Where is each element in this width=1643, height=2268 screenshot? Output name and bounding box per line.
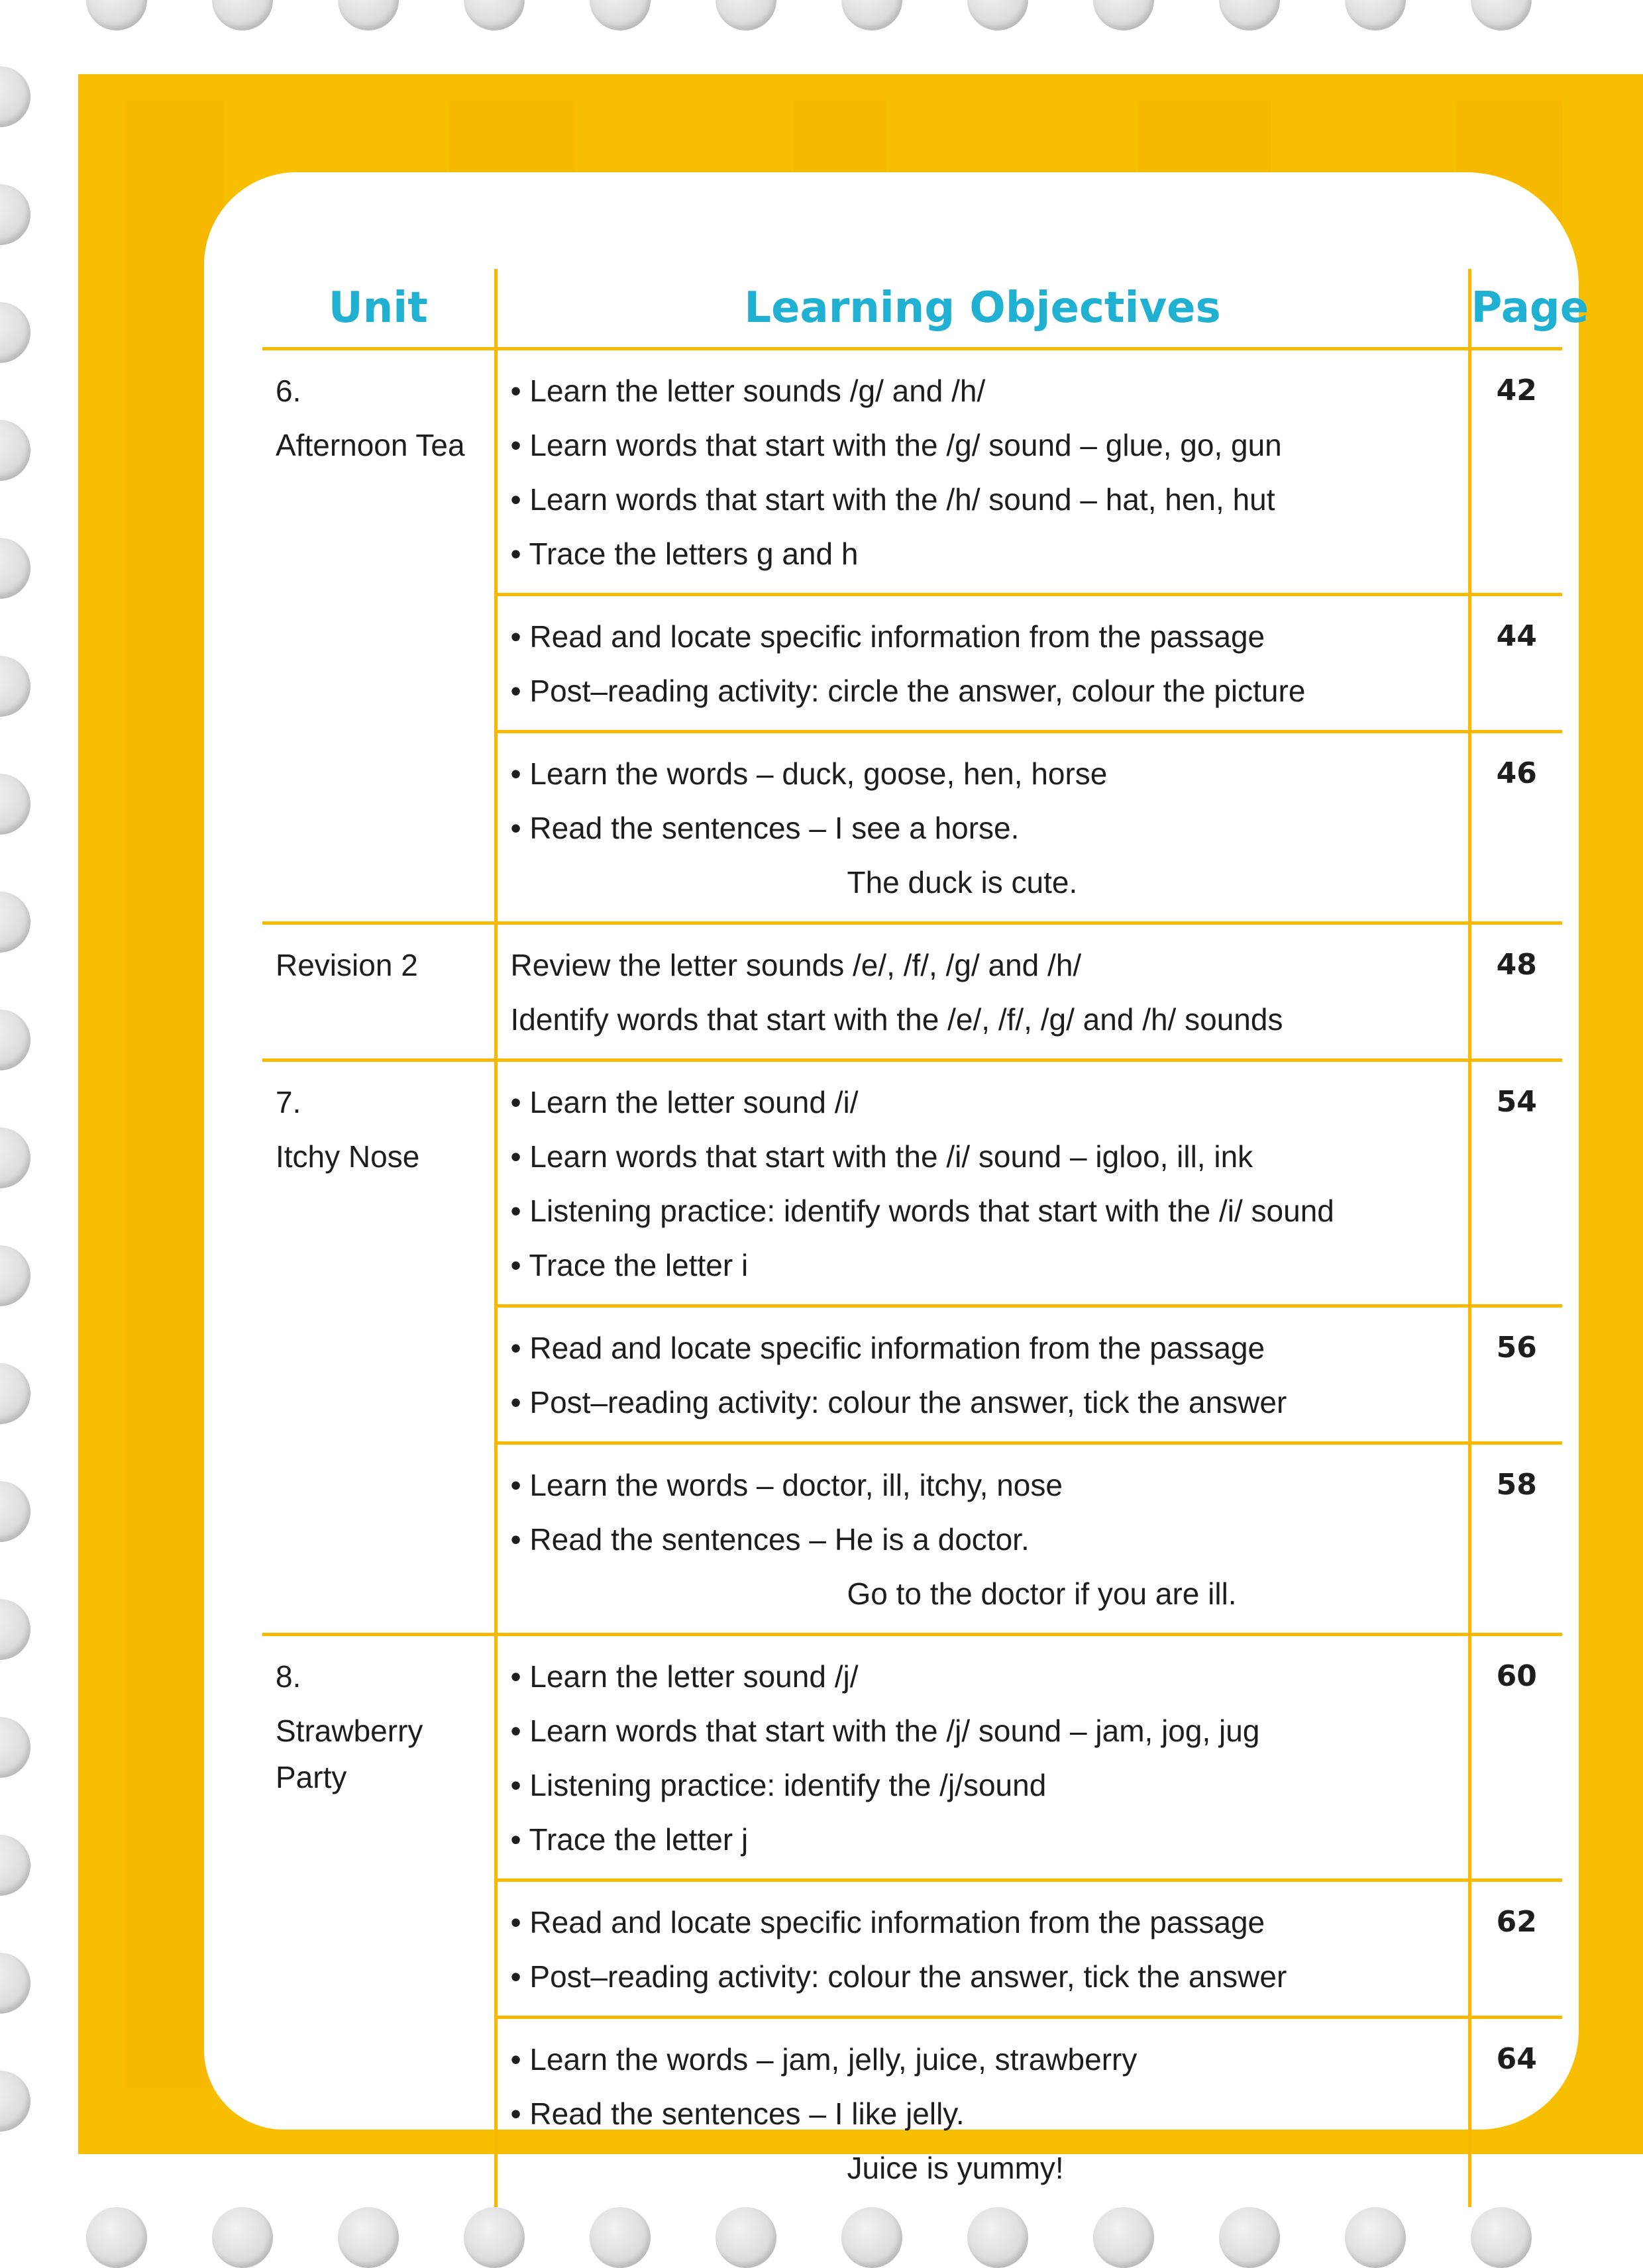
objective-item: • Post–reading activity: colour the answer, tick the answer	[510, 1385, 1287, 1419]
header-page: Page	[1469, 269, 1562, 349]
unit-cell	[262, 2018, 496, 2208]
objective-item: • Read the sentences – I like jelly.	[510, 2096, 965, 2131]
border-circle	[0, 420, 30, 481]
border-circle	[1471, 0, 1532, 30]
page-number: 58	[1469, 1443, 1562, 1635]
table-row	[262, 1881, 1562, 2018]
border-circle	[86, 0, 147, 30]
border-circle	[967, 2207, 1028, 2268]
objectives-cell	[496, 2018, 1469, 2208]
border-circle	[0, 774, 30, 835]
table-header-row	[262, 269, 1562, 349]
table-row	[262, 2018, 1562, 2208]
objectives-cell	[496, 923, 1469, 1060]
objective-item: • Trace the letter i	[510, 1248, 749, 1282]
border-circle	[716, 2207, 776, 2268]
page-number: 42	[1469, 349, 1562, 595]
objective-item: • Learn words that start with the /g/ sound – glue, go, gun	[510, 428, 1282, 462]
border-circle	[841, 2207, 902, 2268]
border-circle	[0, 302, 30, 363]
border-circle	[0, 656, 30, 717]
border-circle	[0, 1127, 30, 1188]
table-row	[262, 923, 1562, 1060]
objectives-cell	[496, 1443, 1469, 1635]
border-circle	[1345, 2207, 1406, 2268]
table-row	[262, 349, 1562, 595]
unit-label: Revision 2	[276, 948, 418, 982]
objective-item: Identify words that start with the /e/, /f/, /g/ and /h/ sounds	[510, 1002, 1283, 1037]
border-circle	[841, 0, 902, 30]
border-circle	[0, 66, 30, 127]
border-circle	[967, 0, 1028, 30]
objectives-cell	[496, 732, 1469, 923]
page-number: 54	[1469, 1060, 1562, 1306]
border-circle	[0, 1835, 30, 1896]
border-circle	[0, 1363, 30, 1424]
page-number: 62	[1469, 1881, 1562, 2018]
objective-item: • Read and locate specific information from the passage	[510, 1331, 1265, 1365]
objective-item: • Read the sentences – I see a horse.	[510, 811, 1020, 845]
table-row	[262, 1306, 1562, 1443]
page-number: 46	[1469, 732, 1562, 923]
objective-item: • Learn words that start with the /j/ sound – jam, jog, jug	[510, 1714, 1260, 1748]
objective-item: • Listening practice: identify words that start with the /i/ sound	[510, 1194, 1334, 1228]
unit-label: Afternoon Tea	[276, 428, 465, 462]
table-row	[262, 1635, 1562, 1881]
border-circle	[1471, 2207, 1532, 2268]
border-circle	[338, 2207, 399, 2268]
objective-item: Review the letter sounds /e/, /f/, /g/ and /h/	[510, 948, 1082, 982]
unit-cell	[262, 1306, 496, 1443]
page-number: 48	[1469, 923, 1562, 1060]
border-circle	[86, 2207, 147, 2268]
objective-item: • Trace the letters g and h	[510, 537, 859, 571]
objective-item: • Learn the letter sound /j/	[510, 1659, 859, 1694]
border-circle	[1219, 0, 1280, 30]
contents-table	[262, 269, 1589, 2207]
objective-item: • Learn the letter sounds /g/ and /h/	[510, 374, 986, 408]
border-circle	[0, 1009, 30, 1070]
border-circle	[1093, 0, 1154, 30]
unit-cell	[262, 595, 496, 732]
contents-card	[204, 172, 1589, 2185]
unit-label: 8.	[276, 1659, 301, 1694]
border-circle	[0, 1481, 30, 1542]
border-circle	[0, 538, 30, 599]
objectives-cell	[496, 1306, 1469, 1443]
page-number: 64	[1469, 2018, 1562, 2208]
objectives-cell	[496, 349, 1469, 595]
table-row	[262, 595, 1562, 732]
objective-item: • Learn words that start with the /i/ sound – igloo, ill, ink	[510, 1139, 1253, 1174]
unit-label: Party	[276, 1760, 347, 1794]
unit-cell	[262, 1443, 496, 1635]
border-circle	[0, 1717, 30, 1778]
objective-item: • Learn the letter sound /i/	[510, 1085, 859, 1119]
page-number: 44	[1469, 595, 1562, 732]
border-circle	[1219, 2207, 1280, 2268]
border-circle	[212, 2207, 273, 2268]
objective-item: • Post–reading activity: circle the answer, colour the picture	[510, 674, 1306, 708]
yellow-frame	[78, 74, 1643, 2185]
objectives-cell	[496, 595, 1469, 732]
unit-label: 7.	[276, 1085, 301, 1119]
unit-cell	[262, 1881, 496, 2018]
border-circle	[0, 1599, 30, 1660]
unit-cell	[262, 923, 496, 1060]
objective-item: • Read and locate specific information from the passage	[510, 1905, 1265, 1939]
objective-item: • Learn words that start with the /h/ sound – hat, hen, hut	[510, 482, 1275, 517]
border-circle	[0, 1245, 30, 1306]
objective-item: • Learn the words – jam, jelly, juice, strawberry	[510, 2042, 1138, 2077]
objective-item: • Read the sentences – He is a doctor.	[510, 1522, 1030, 1557]
objectives-cell	[496, 1060, 1469, 1306]
border-circle	[0, 2071, 30, 2132]
border-circle	[1093, 2207, 1154, 2268]
objective-item: The duck is cute.	[847, 865, 1078, 900]
border-circle	[0, 1953, 30, 2014]
unit-cell	[262, 732, 496, 923]
unit-label: Itchy Nose	[276, 1139, 420, 1174]
objective-item: Juice is yummy!	[847, 2151, 1064, 2185]
objectives-cell	[496, 1635, 1469, 1881]
objective-item: • Listening practice: identify the /j/sound	[510, 1768, 1047, 1802]
objective-item: • Learn the words – duck, goose, hen, horse	[510, 756, 1108, 791]
border-circle	[464, 2207, 525, 2268]
unit-cell	[262, 1635, 496, 1881]
border-circle	[338, 0, 399, 30]
table-row	[262, 1060, 1562, 1306]
border-circle	[0, 184, 30, 245]
header-unit: Unit	[262, 269, 496, 349]
objective-item: • Learn the words – doctor, ill, itchy, nose	[510, 1468, 1063, 1502]
unit-label: Strawberry	[276, 1714, 423, 1748]
header-objectives: Learning Objectives	[496, 269, 1469, 349]
border-circle	[716, 0, 776, 30]
unit-cell	[262, 1060, 496, 1306]
border-circle	[590, 0, 651, 30]
table-row	[262, 732, 1562, 923]
objective-item: • Post–reading activity: colour the answer, tick the answer	[510, 1959, 1287, 1994]
border-circle	[212, 0, 273, 30]
page-number: 60	[1469, 1635, 1562, 1881]
border-circle	[590, 2207, 651, 2268]
objective-item: Go to the doctor if you are ill.	[847, 1576, 1237, 1611]
unit-cell	[262, 349, 496, 595]
objectives-cell	[496, 1881, 1469, 2018]
objective-item: • Read and locate specific information from the passage	[510, 619, 1265, 654]
border-circle	[464, 0, 525, 30]
border-circle	[0, 892, 30, 953]
unit-label: 6.	[276, 374, 301, 408]
objective-item: • Trace the letter j	[510, 1822, 749, 1857]
border-circle	[1345, 0, 1406, 30]
page-number: 56	[1469, 1306, 1562, 1443]
table-row	[262, 1443, 1562, 1635]
